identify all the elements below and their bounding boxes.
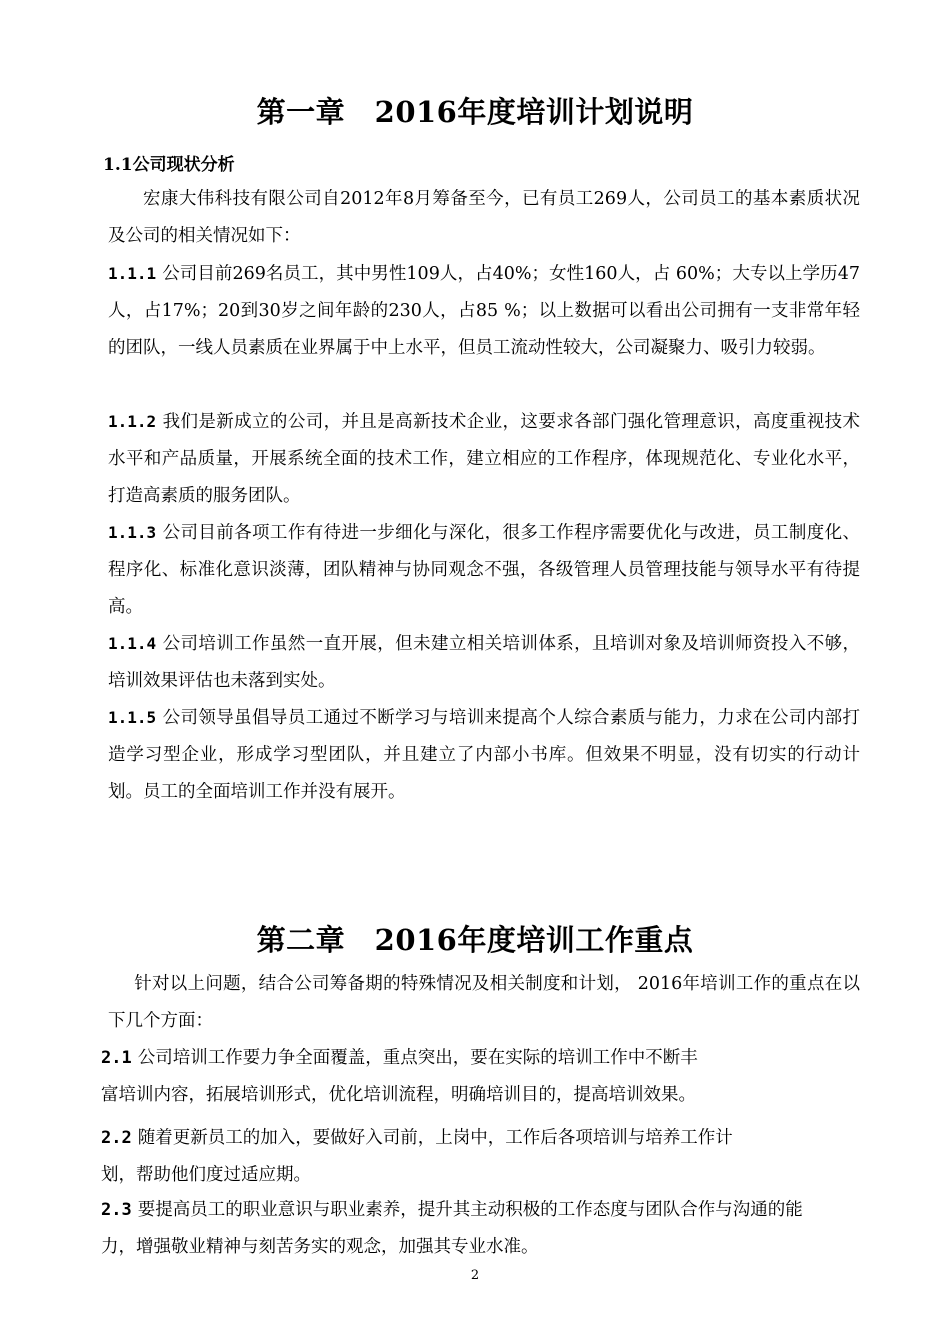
item-2-3-line-2: 力，增强敬业精神与刻苦务实的观念，加强其专业水准。 [101,1237,539,1257]
chapter-1-title: 第一章 2016年度培训计划说明 [256,95,694,129]
item-2-2 [101,1120,861,1194]
item-number: 2.3 [101,1200,132,1220]
item-text: 公司目前各项工作有待进一步细化与深化，很多工作程序需要优化与改进，员工制度化、程序化、标准化意识淡薄，团队精神与协同观念不强，各级管理人员管理技能与领导水平有待提高。 [108,523,860,617]
chapter-2-intro: 针对以上问题，结合公司筹备期的特殊情况及相关制度和计划， 2016年培训工作的重点在以下几个方面： [108,974,860,1031]
item-number: 1.1.3 [108,523,157,542]
item-1-1-2 [108,403,860,515]
item-number: 1.1.1 [108,264,157,283]
item-2-1-line-2: 富培训内容，拓展培训形式，优化培训流程，明确培训目的，提高培训效果。 [101,1085,696,1105]
item-text: 要提高员工的职业意识与职业素养，提升其主动积极的工作态度与团队合作与沟通的能 [137,1200,803,1220]
item-number: 1.1.2 [108,412,157,431]
chapter-2-title: 第二章 2016年度培训工作重点 [256,923,694,957]
item-text: 公司培训工作要力争全面覆盖，重点突出，要在实际的培训工作中不断丰 [137,1048,698,1068]
chapter-1-intro: 宏康大伟科技有限公司自2012年8月筹备至今，已有员工269人，公司员工的基本素质状况及公司的相关情况如下： [108,189,860,246]
item-2-2-line-1 [101,1120,861,1157]
item-text: 随着更新员工的加入，要做好入司前，上岗中，工作后各项培训与培养工作计 [137,1128,733,1148]
item-number: 2.1 [101,1048,132,1068]
item-1-1-4 [108,625,860,700]
item-number: 1.1.4 [108,634,157,653]
item-2-3 [101,1192,861,1266]
item-1-1-5 [108,699,860,811]
item-text: 公司领导虽倡导员工通过不断学习与培训来提高个人综合素质与能力，力求在公司内部打造学习型企业，形成学习型团队，并且建立了内部小书库。但效果不明显，没有切实的行动计划。员工的全面培训工作并没有展开。 [108,708,860,802]
item-text: 公司培训工作虽然一直开展，但未建立相关培训体系，且培训对象及培训师资投入不够，培训效果评估也未落到实处。 [108,634,860,691]
item-1-1-1 [108,255,860,367]
item-2-3-line-1 [101,1192,861,1229]
item-number: 2.2 [101,1128,132,1148]
item-text: 公司目前269名员工，其中男性109人，占40%；女性160人，占 60%；大专以上学历47人，占17%；20到30岁之间年龄的230人，占85 %；以上数据可以看出公司拥有一支非常年轻的团队，一线人员素质在业界属于中上水平，但员工流动性较大，公司凝聚力、吸引力较弱。 [108,264,860,358]
item-2-2-line-2: 划，帮助他们度过适应期。 [101,1165,311,1185]
item-1-1-3 [108,514,860,626]
item-number: 1.1.5 [108,708,157,727]
item-2-1 [101,1040,861,1114]
item-text: 我们是新成立的公司，并且是高新技术企业，这要求各部门强化管理意识，高度重视技术水平和产品质量，开展系统全面的技术工作，建立相应的工作程序，体现规范化、专业化水平，打造高素质的服务团队。 [108,412,860,506]
item-2-1-line-1 [101,1040,861,1077]
page-number: 2 [470,1268,480,1283]
section-heading: 1.1公司现状分析 [103,155,235,175]
